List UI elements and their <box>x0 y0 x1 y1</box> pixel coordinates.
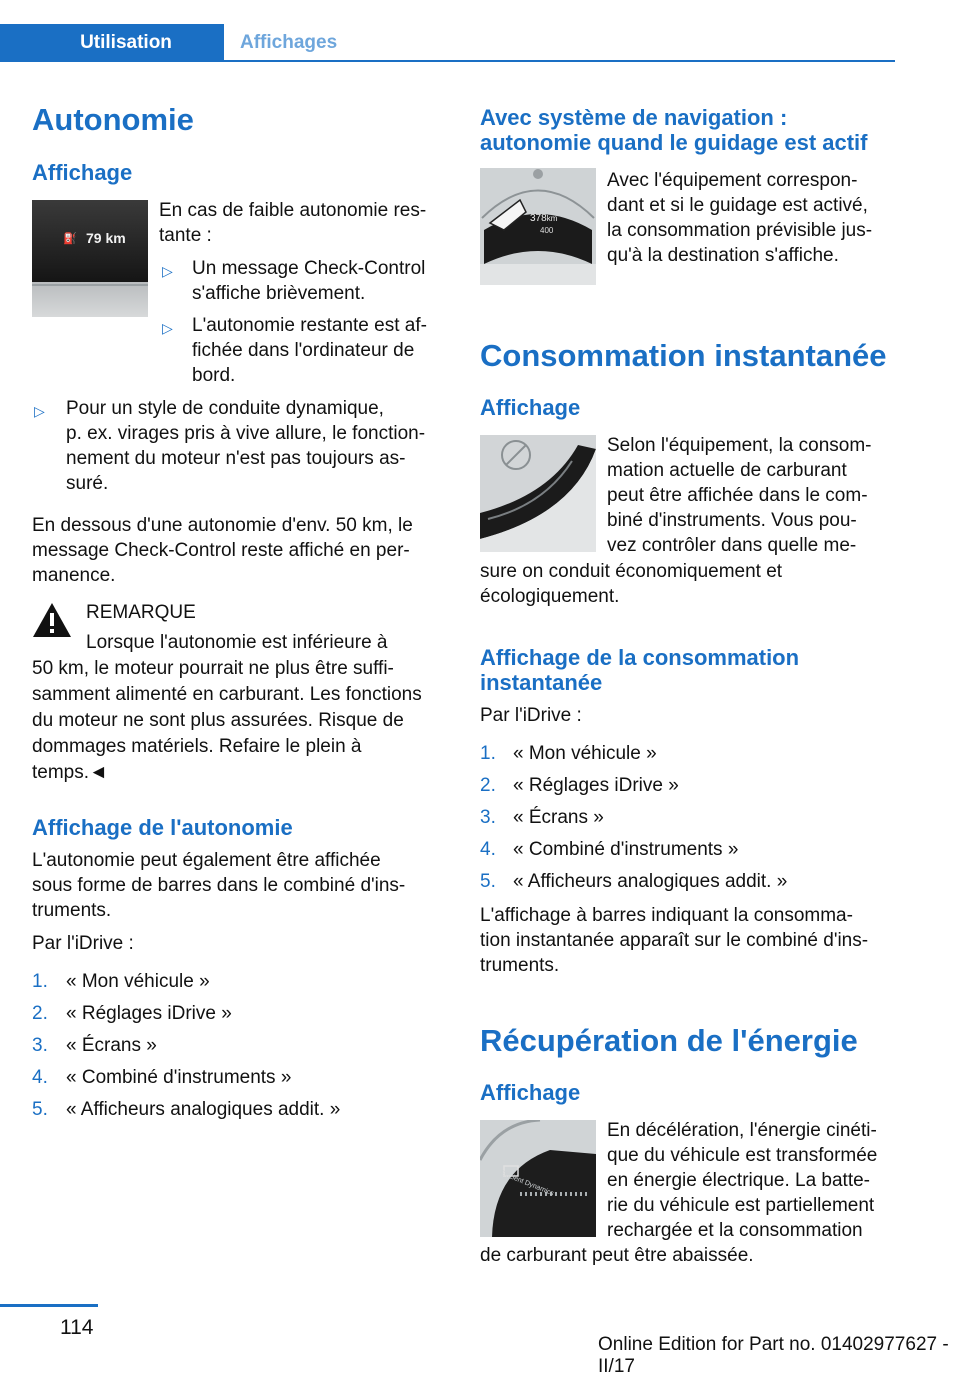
nav-text-line-1: Avec l'équipement correspon- <box>607 170 858 191</box>
header-tabs <box>0 24 895 62</box>
note-line-1: Lorsque l'autonomie est inférieure à <box>86 632 388 653</box>
recup-text-line-2: que du véhicule est transformée <box>607 1145 878 1166</box>
step-item: « Afficheurs analogiques addit. » <box>66 1099 341 1120</box>
step-item: « Réglages iDrive » <box>66 1003 232 1024</box>
idrive-label: Par l'iDrive : <box>32 933 134 954</box>
after-steps-line-2: tion instantanée apparaît sur le combiné d'ins- <box>480 930 869 951</box>
nav-heading-line-1: Avec système de navigation : <box>480 105 788 130</box>
tab-affichages[interactable]: Affichages <box>240 32 338 53</box>
step-item: « Mon véhicule » <box>513 743 657 764</box>
nav-text-line-2: dant et si le guidage est activé, <box>607 195 868 216</box>
bullet-3-line-4: suré. <box>66 473 109 494</box>
intro-line-1: En cas de faible autonomie res- <box>159 200 427 221</box>
step-number: 2. <box>480 775 496 796</box>
para2-line-1: En dessous d'une autonomie d'env. 50 km, le <box>32 515 413 536</box>
after-steps-line-1: L'affichage à barres indiquant la consomma- <box>480 905 853 926</box>
range-value: 79 km <box>86 230 126 246</box>
nav-km-value: 378km <box>530 213 558 224</box>
bullet-3-line-1: Pour un style de conduite dynamique, <box>66 398 384 419</box>
para3-line-2: sous forme de barres dans le combiné d'ins- <box>32 875 406 896</box>
step-number: 3. <box>480 807 496 828</box>
step-number: 3. <box>32 1035 48 1056</box>
efficient-dynamics-label: Efficient Dynamics <box>498 1169 555 1198</box>
step-number: 1. <box>480 743 496 764</box>
para3-line-3: truments. <box>32 900 112 921</box>
bullet-3-line-2: p. ex. virages pris à vive allure, le fonction- <box>66 423 426 444</box>
step-number: 2. <box>32 1003 48 1024</box>
header-rule <box>224 60 895 62</box>
step-item: « Mon véhicule » <box>66 971 210 992</box>
tab-utilisation[interactable]: Utilisation <box>0 24 224 62</box>
nav-text-line-3: la consommation prévisible jus- <box>607 220 873 241</box>
step-item: « Écrans » <box>513 807 604 828</box>
section-title-recuperation: Récupération de l'énergie <box>480 1023 858 1058</box>
intro-line-2: tante : <box>159 225 212 246</box>
recup-text-line-3: en énergie électrique. La batte- <box>607 1170 871 1191</box>
step-number: 4. <box>32 1067 48 1088</box>
recup-text-line-5: rechargée et la consommation <box>607 1220 863 1241</box>
nav-range-gauge-image <box>480 168 596 285</box>
heading-affichage-2: Affichage <box>480 395 581 420</box>
note-line-6: temps.◄ <box>32 762 108 783</box>
nav-heading-line-2: autonomie quand le guidage est actif <box>480 130 868 155</box>
cons-text-line-5: vez contrôler dans quelle me- <box>607 535 857 556</box>
subheading-line-2: instantanée <box>480 670 603 695</box>
step-number: 5. <box>480 871 496 892</box>
note-line-5: dommages matériels. Refaire le plein à <box>32 736 362 757</box>
recup-text-line-4: rie du véhicule est partiellement <box>607 1195 875 1216</box>
step-item: « Réglages iDrive » <box>513 775 679 796</box>
cons-text-line-4: biné d'instruments. Vous pou- <box>607 510 857 531</box>
recup-text-line-1: En décélération, l'énergie cinéti- <box>607 1120 877 1141</box>
triangle-bullet-icon: ▷ <box>34 403 45 419</box>
cons-text-line-7: écologiquement. <box>480 586 620 607</box>
idrive-label-2: Par l'iDrive : <box>480 705 582 726</box>
note-line-3: samment alimenté en carburant. Les fonctions <box>32 684 422 705</box>
nav-scale-value: 400 <box>540 226 554 235</box>
heading-affichage: Affichage <box>32 160 133 185</box>
cons-text-line-2: mation actuelle de carburant <box>607 460 847 481</box>
cons-text-line-3: peut être affichée dans le com- <box>607 485 868 506</box>
step-item: « Combiné d'instruments » <box>513 839 739 860</box>
step-number: 5. <box>32 1099 48 1120</box>
triangle-bullet-icon: ▷ <box>162 263 173 279</box>
step-item: « Afficheurs analogiques addit. » <box>513 871 788 892</box>
step-item: « Écrans » <box>66 1035 157 1056</box>
recup-text-line-6: de carburant peut être abaissée. <box>480 1245 754 1266</box>
sub-bullet-2-line-1: L'autonomie restante est af- <box>192 315 427 336</box>
section-title-consommation: Consommation instantanée <box>480 338 887 373</box>
bullet-3-line-3: nement du moteur n'est pas toujours as- <box>66 448 406 469</box>
step-number: 1. <box>32 971 48 992</box>
step-number: 4. <box>480 839 496 860</box>
cons-text-line-1: Selon l'équipement, la consom- <box>607 435 872 456</box>
cons-text-line-6: sure on conduit économiquement et <box>480 561 783 582</box>
note-line-4: du moteur ne sont plus assurées. Risque de <box>32 710 404 731</box>
range-display-image <box>32 200 148 317</box>
sub-bullet-2-line-3: bord. <box>192 365 236 386</box>
warning-icon <box>32 602 72 643</box>
footer-rule <box>0 1304 98 1307</box>
triangle-bullet-icon: ▷ <box>162 320 173 336</box>
page-number: 114 <box>60 1316 94 1339</box>
sub-bullet-2-line-2: fichée dans l'ordinateur de <box>192 340 415 361</box>
subheading-line-1: Affichage de la consommation <box>480 645 800 670</box>
para3-line-1: L'autonomie peut également être affichée <box>32 850 381 871</box>
recuperation-gauge-image <box>480 1120 596 1237</box>
nav-text-line-4: qu'à la destination s'affiche. <box>607 245 839 266</box>
step-item: « Combiné d'instruments » <box>66 1067 292 1088</box>
sub-bullet-1-line-2: s'affiche brièvement. <box>192 283 366 304</box>
para2-line-2: message Check-Control reste affiché en per- <box>32 540 410 561</box>
sub-bullet-1-line-1: Un message Check-Control <box>192 258 426 279</box>
edition-text: Online Edition for Part no. 01402977627 - II/17 <box>598 1334 949 1377</box>
section-title-autonomie: Autonomie <box>32 102 194 137</box>
note-title: REMARQUE <box>86 602 196 623</box>
heading-affichage-3: Affichage <box>480 1080 581 1105</box>
heading-affichage-autonomie: Affichage de l'autonomie <box>32 815 293 840</box>
note-line-2: 50 km, le moteur pourrait ne plus être suffi- <box>32 658 394 679</box>
after-steps-line-3: truments. <box>480 955 560 976</box>
fuel-pump-icon: ⛽ <box>63 233 77 245</box>
consumption-gauge-image <box>480 435 596 552</box>
para2-line-3: manence. <box>32 565 116 586</box>
